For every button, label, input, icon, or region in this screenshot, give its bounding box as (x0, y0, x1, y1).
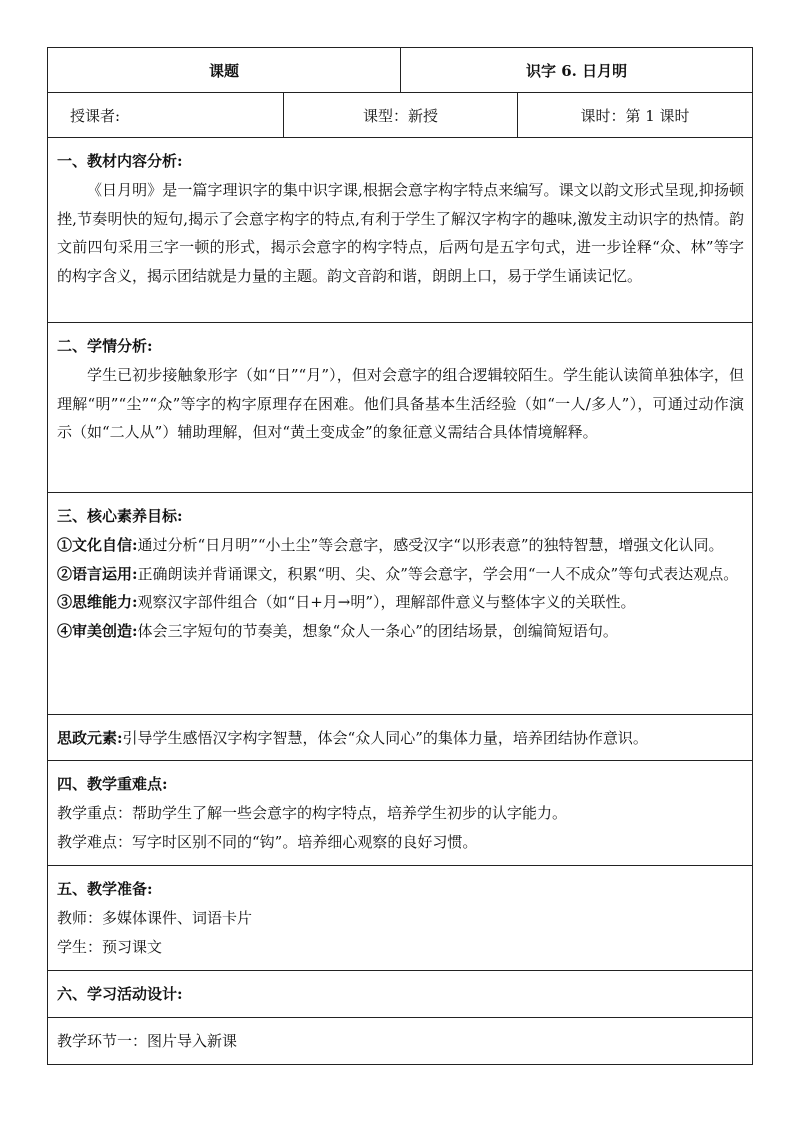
topic-label: 课题 (48, 48, 401, 93)
section-material-analysis (48, 138, 753, 323)
ideology-label: 思政元素: (57, 729, 123, 747)
teaching-link-1: 教学环节一：图片导入新课 (57, 1032, 238, 1050)
lesson-type-cell: 课型：新授 (284, 93, 518, 138)
section-title: 一、教材内容分析: (57, 152, 183, 170)
topic-value: 识字 6. 日月明 (401, 48, 753, 93)
goal-label: ④审美创造: (57, 622, 138, 641)
goal-item (57, 588, 744, 617)
goal-item (57, 560, 744, 589)
period-cell: 课时：第 1 课时 (518, 93, 753, 138)
ideology-text: 引导学生感悟汉字构字智慧，体会“众人同心”的集体力量，培养团结协作意识。 (122, 729, 648, 747)
goal-text: 通过分析“日月明”“小土尘”等会意字，感受汉字“以形表意”的独特智慧，增强文化认同。 (137, 535, 724, 554)
section-body: 《日月明》是一篇字理识字的集中识字课,根据会意字构字特点来编写。课文以韵文形式呈现,抑扬顿挫,节奏明快的短句,揭示了会意字构字的特点,有利于学生了解汉字构字的趣味,激发主动识字的热情。韵文前四句采用三字一顿的形式，揭示会意字的构字特点，后两句是五字句式，进一步诠释“众、林”等字的构字含义，揭示团结就是力量的主题。韵文音韵和谐，朗朗上口，易于学生诵读记忆。 (57, 180, 745, 286)
student-prep: 学生：预习课文 (57, 937, 163, 956)
section-title: 六、学习活动设计: (57, 985, 183, 1003)
teacher-cell: 授课者: (48, 93, 284, 138)
section-key-points (48, 761, 753, 866)
section-body: 学生已初步接触象形字（如“日”“月”），但对会意字的组合逻辑较陌生。学生能认读简单独体字，但理解“明”“尘”“众”等字的构字原理存在困难。他们具备基本生活经验（如“一人/多人”），可通过动作演示（如“二人从”）辅助理解，但对“黄土变成金”的象征意义需结合具体情境解释。 (57, 365, 745, 442)
section-teaching-link (48, 1018, 753, 1065)
header-row (48, 48, 753, 93)
section-activity-design (48, 971, 753, 1018)
meta-row (48, 93, 753, 138)
section-preparation (48, 866, 753, 971)
lesson-plan-document (47, 47, 752, 1065)
section-title: 四、教学重难点: (57, 775, 168, 793)
ideology-line (57, 724, 744, 753)
goal-label: ③思维能力: (57, 593, 138, 612)
section-ideology (48, 715, 753, 761)
goal-item (57, 531, 744, 560)
lesson-plan-table (47, 47, 753, 1065)
section-title: 三、核心素养目标: (57, 507, 183, 525)
goal-text: 观察汉字部件组合（如“日+月→明”），理解部件意义与整体字义的关联性。 (137, 593, 636, 612)
difficult-point: 教学难点：写字时区别不同的“钩”。培养细心观察的良好习惯。 (57, 832, 478, 851)
goal-label: ①文化自信: (57, 535, 138, 554)
teacher-prep: 教师：多媒体课件、词语卡片 (57, 908, 253, 927)
goal-item (57, 617, 744, 646)
goal-label: ②语言运用: (57, 564, 138, 583)
section-title: 五、教学准备: (57, 880, 153, 898)
section-title: 二、学情分析: (57, 337, 153, 355)
section-student-analysis (48, 323, 753, 493)
goal-text: 正确朗读并背诵课文，积累“明、尖、众”等会意字，学会用“一人不成众”等句式表达观点。 (137, 564, 739, 583)
section-core-goals (48, 493, 753, 715)
key-point: 教学重点：帮助学生了解一些会意字的构字特点，培养学生初步的认字能力。 (57, 803, 568, 822)
goal-text: 体会三字短句的节奏美，想象“众人一条心”的团结场景，创编简短语句。 (137, 622, 618, 641)
